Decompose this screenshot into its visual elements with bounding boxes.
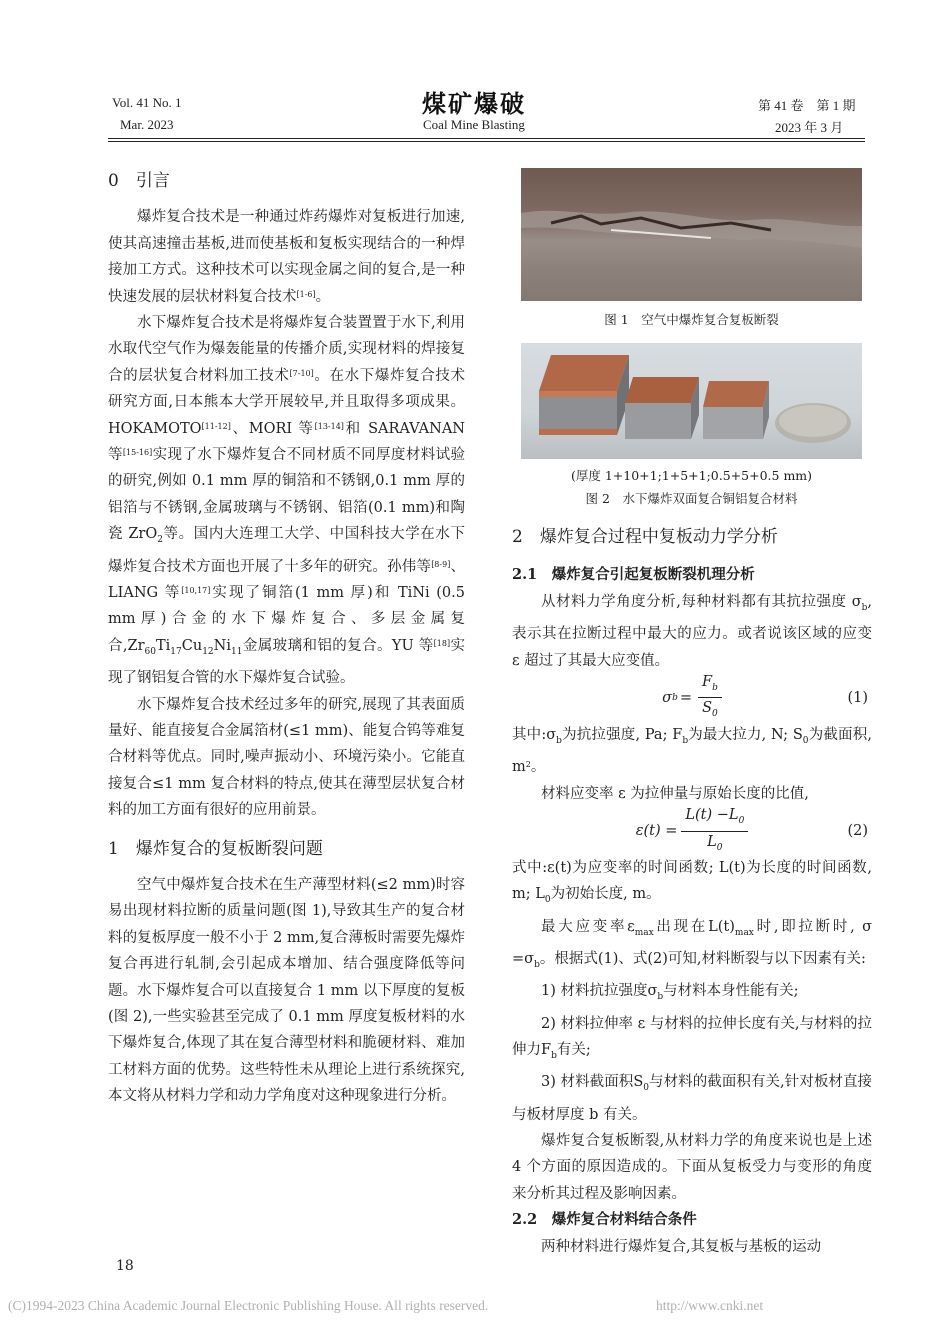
figure-1-caption: 图 1 空气中爆炸复合复板断裂	[604, 312, 779, 327]
fracture-crack-shape	[521, 168, 862, 301]
strain-rate-paragraph: 材料应变率 ε 为拉伸量与原始长度的比值,	[541, 785, 809, 802]
cnki-url[interactable]: http://www.cnki.net	[656, 1298, 764, 1313]
equation-1: σ b = $\frac{F_b}{S_0}$ (1)	[662, 673, 868, 720]
section-1-title: 1 爆炸复合的复板断裂问题	[108, 838, 323, 859]
factor-item-3: 3) 材料截面积$S_0$与材料的截面积有关,针对板材直接与板材厚度 b 有关。	[512, 1074, 872, 1123]
volume-label-cn: 第 41 卷 第 1 期	[758, 98, 856, 113]
intro-paragraph-1: 爆炸复合技术是一种通过炸药爆炸对复板进行加速,使其高速撞击基板,进而使基板和复板实现结合的一种焊接加工方式。这种技术可以实现金属之间的复合,是一种快速发展的层状材料复合技术[1-6]。	[108, 209, 465, 305]
composite-blocks-shape	[521, 343, 862, 459]
journal-name-en: Coal Mine Blasting	[423, 117, 525, 132]
date-label-cn: 2023 年 3 月	[775, 120, 844, 135]
equation-2-number: (2)	[847, 822, 868, 839]
equation-2: ε(t) = $\frac{L(t) -L_0}{L_0}$ (2)	[635, 806, 868, 853]
intro-paragraph-3: 水下爆炸复合技术经过多年的研究,展现了其表面质量好、能直接复合金属箔材(≤1 mm)、能复合钨等难复合材料等优点。同时,噪声振动小、环境污染小。它能直接复合≤1 mm 复合材料的特点,使其在薄型层状复合材料的加工方面有很好的应用前景。	[108, 696, 465, 819]
factor-item-1: 1) 材料抗拉强度$\sigma_b$与材料本身性能有关;	[541, 983, 799, 1003]
section-2-title: 2 爆炸复合过程中复板动力学分析	[512, 527, 778, 547]
section-0-title: 0 引言	[108, 171, 170, 191]
journal-logo: 煤矿爆破	[422, 90, 526, 118]
header-rule-2	[108, 141, 865, 142]
max-strain-paragraph: 最大应变率$\varepsilon_{max}$出现在$L(t)_{max}$时,即拉断时, $\sigma =\sigma_b$。根据式(1)、式(2)可知,材料断裂与以下因素有关:	[512, 918, 872, 970]
left-column	[108, 168, 465, 1110]
figure-1-photo	[521, 168, 862, 301]
page-number: 18	[116, 1258, 134, 1274]
copyright-notice: (C)1994-2023 China Academic Journal Electronic Publishing House. All rights reserved.	[8, 1298, 489, 1313]
intro-paragraph-2: 水下爆炸复合技术是将爆炸复合装置置于水下,利用水取代空气作为爆轰能量的传播介质,实现材料的焊接复合的层状复合材料加工技术[7-10]。在水下爆炸复合技术研究方面,日本熊本大学开展较早,并且取得多项成果。HOKAMOTO[11-12]、MORI 等[13-14]和 SARAVANAN 等[15-16]实现了水下爆炸复合不同材质不同厚度材料试验的研究,例如 0.1 mm 厚的铜箔和不锈钢,0.1 mm 厚的铝箔与不锈钢,金属玻璃与不锈钢、铝箔(0.1 mm)和陶瓷 ZrO$_2$等。国内大连理工大学、中国科技大学在水下爆炸复合技术方面也开展了十多年的研究。孙伟等[8-9]、LIANG 等[10,17]实现了铜箔(1 mm 厚)和 TiNi (0.5 mm厚)合金的水下爆炸复合、多层金属复合$,Zr_{60}Ti_{17}Cu_{12}Ni_{11}$金属玻璃和铝的复合。YU 等[18]实现了钢铝复合管的水下爆炸复合试验。	[108, 315, 466, 687]
date-label: Mar. 2023	[120, 117, 174, 132]
figure-2-note: (厚度 1+10+1;1+5+1;0.5+5+0.5 mm)	[570, 468, 813, 483]
header-rule	[108, 138, 865, 139]
figure-2-photo	[521, 343, 862, 459]
equation-1-definitions: 其中$:\sigma_b$为抗拉强度, Pa; $F_b$为最大拉力, N; $S_0$为截面积, $m^2$。	[512, 726, 872, 776]
mechanism-paragraph: 从材料力学角度分析,每种材料都有其抗拉强度 $\sigma_b$,表示其在拉断过程中最大的应力。或者说该区域的应变 ε 超过了其最大应变值。	[512, 593, 872, 669]
right-column	[512, 524, 872, 1260]
section-2-1-title: 2.1 爆炸复合引起复板断裂机理分析	[512, 566, 755, 584]
bonding-paragraph: 两种材料进行爆炸复合,其复板与基板的运动	[541, 1238, 822, 1255]
section-2-2-title: 2.2 爆炸复合材料结合条件	[512, 1211, 697, 1229]
factor-item-2: 2) 材料拉伸率 ε 与材料的拉伸长度有关,与材料的拉伸力$F_b$有关;	[512, 1015, 872, 1061]
equation-2-definitions: 式中:ε(t)为应变率的时间函数; L(t)为长度的时间函数, m; $L_0$为初始长度, m。	[512, 860, 872, 906]
fracture-summary-paragraph: 爆炸复合复板断裂,从材料力学的角度来说也是上述 4 个方面的原因造成的。下面从复板受力与变形的角度来分析其过程及影响因素。	[512, 1133, 872, 1202]
figure-2-caption: 图 2 水下爆炸双面复合铜铝复合材料	[585, 491, 798, 506]
volume-label: Vol. 41 No. 1	[112, 95, 182, 110]
equation-1-number: (1)	[847, 689, 868, 706]
section-1-paragraph: 空气中爆炸复合技术在生产薄型材料(≤2 mm)时容易出现材料拉断的质量问题(图 1),导致其生产的复合材料的复板厚度一般不小于 2 mm,复合薄板时需要先爆炸复合再进行轧制,会引起成本增加、结合强度降低等问题。水下爆炸复合可以直接复合 1 mm 以下厚度的复板(图 2),一些实验甚至完成了 0.1 mm 厚度复板材料的水下爆炸复合,体现了其在复合薄型材料和脆硬材料、难加工材料方面的优势。这些特性未从理论上进行系统探究,本文将从材料力学和动力学角度对这种现象进行分析。	[108, 876, 465, 1105]
